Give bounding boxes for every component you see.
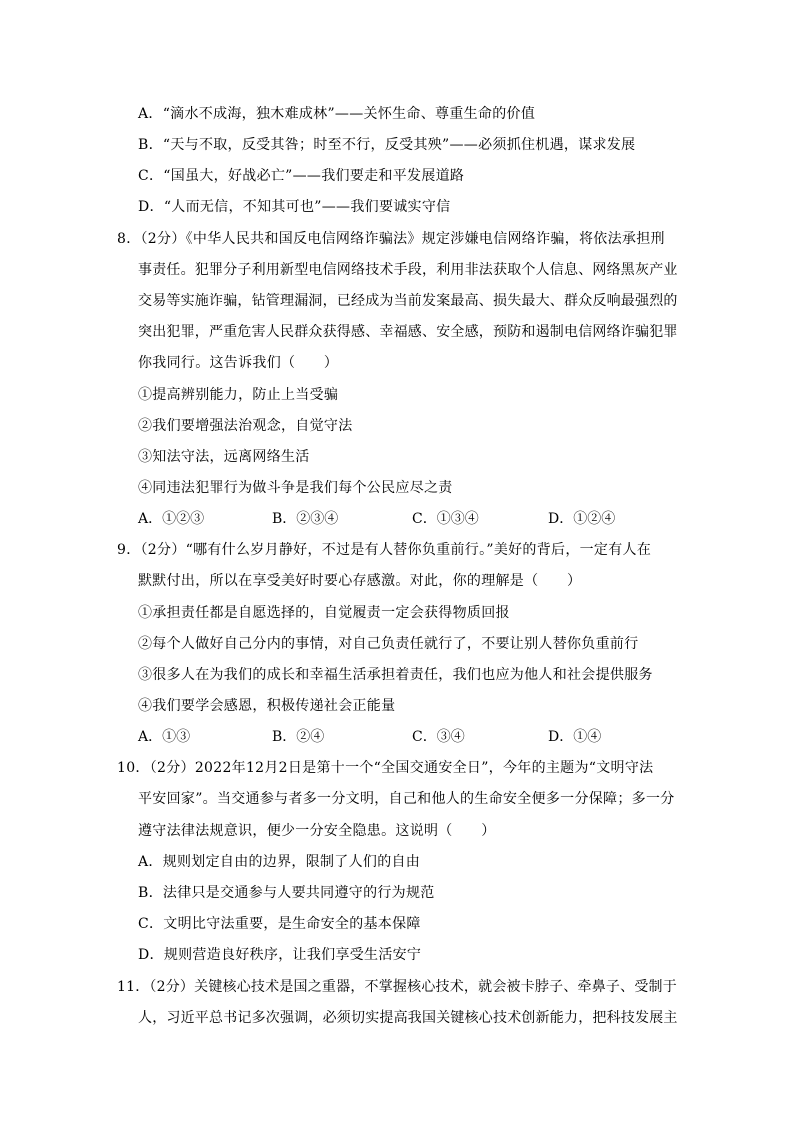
q9-choice-b: B．②④ [272, 729, 325, 745]
q11-stem-line-2: 人，习近平总书记多次强调，必须切实提高我国关键核心技术创新能力，把科技发展主 [138, 1010, 678, 1026]
q10-option-b: B．法律只是交通参与人要共同遵守的行为规范 [138, 885, 435, 901]
q10-option-c: C．文明比守法重要，是生命安全的基本保障 [138, 916, 421, 932]
q8-stem-line-2: 事责任。犯罪分子利用新型电信网络技术手段，利用非法获取个人信息、网络黑灰产业 [138, 262, 678, 278]
q8-statement-4: ④同违法犯罪行为做斗争是我们每个公民应尽之责 [138, 480, 453, 496]
q10-option-d: D．规则营造良好秩序，让我们享受生活安宁 [138, 947, 422, 963]
q8-stem-line-5: 你我同行。这告诉我们（ ） [138, 355, 339, 371]
q9-choice-c: C．③④ [412, 729, 465, 745]
q10-stem-line-3: 遵守法律法规意识，便少一分安全隐患。这说明（ ） [138, 823, 496, 839]
q8-stem-line-4: 突出犯罪，严重危害人民群众获得感、幸福感、安全感，预防和遏制电信网络诈骗犯罪 [138, 324, 678, 340]
q9-statement-2: ②每个人做好自己分内的事情，对自己负责任就行了，不要让别人替你负重前行 [138, 636, 639, 652]
q9-stem-line-2: 默默付出，所以在享受美好时要心存感激。对此，你的理解是（ ） [138, 573, 582, 589]
q9-stem-line-1: 9．（2分）“哪有什么岁月静好，不过是有人替你负重前行。”美好的背后，一定有人在 [117, 542, 652, 558]
q11-stem-line-1: 11．（2分）关键核心技术是国之重器，不掌握核心技术，就会被卡脖子、牵鼻子、受制于 [117, 979, 677, 995]
q8-statement-3: ③知法守法，远离网络生活 [138, 449, 310, 465]
q8-choice-c: C．①③④ [412, 511, 479, 527]
q10-stem-line-1: 10．（2分）2022年12月2日是第十一个“全国交通安全日”，今年的主题为“文明守法 [117, 760, 654, 776]
q7-option-c: C．“国虽大，好战必亡”——我们要走和平发展道路 [138, 168, 465, 184]
q9-choice-d: D．①④ [548, 729, 602, 745]
q8-stem-line-3: 交易等实施诈骗，钻管理漏洞，已经成为当前发案最高、损失最大、群众反响最强烈的 [138, 293, 678, 309]
q8-stem-line-1: 8．（2分）《中华人民共和国反电信网络诈骗法》规定涉嫌电信网络诈骗，将依法承担刑 [117, 231, 665, 247]
q9-statement-3: ③很多人在为我们的成长和幸福生活承担着责任，我们也应为他人和社会提供服务 [138, 667, 653, 683]
q8-choice-a: A．①②③ [138, 511, 205, 527]
q9-statement-4: ④我们要学会感恩，积极传递社会正能量 [138, 698, 396, 714]
q7-option-d: D．“人而无信，不知其可也”——我们要诚实守信 [138, 199, 451, 215]
q10-stem-line-2: 平安回家”。当交通参与者多一分文明，自己和他人的生命安全便多一分保障；多一分 [138, 791, 675, 807]
q9-statement-1: ①承担责任都是自愿选择的，自觉履责一定会获得物质回报 [138, 605, 510, 621]
q8-statement-1: ①提高辨别能力，防止上当受骗 [138, 387, 339, 403]
q7-option-a: A．“滴水不成海，独木难成林”——关怀生命、尊重生命的价值 [138, 106, 536, 122]
q8-choices [138, 509, 698, 529]
q8-choice-b: B．②③④ [272, 511, 339, 527]
q9-choices [138, 727, 698, 747]
q10-option-a: A．规则划定自由的边界，限制了人们的自由 [138, 854, 421, 870]
q9-choice-a: A．①③ [138, 729, 191, 745]
q7-option-b: B．“天与不取，反受其咎；时至不行，反受其殃”——必须抓住机遇，谋求发展 [138, 137, 636, 153]
q8-choice-d: D．①②④ [548, 511, 616, 527]
q8-statement-2: ②我们要增强法治观念，自觉守法 [138, 418, 353, 434]
